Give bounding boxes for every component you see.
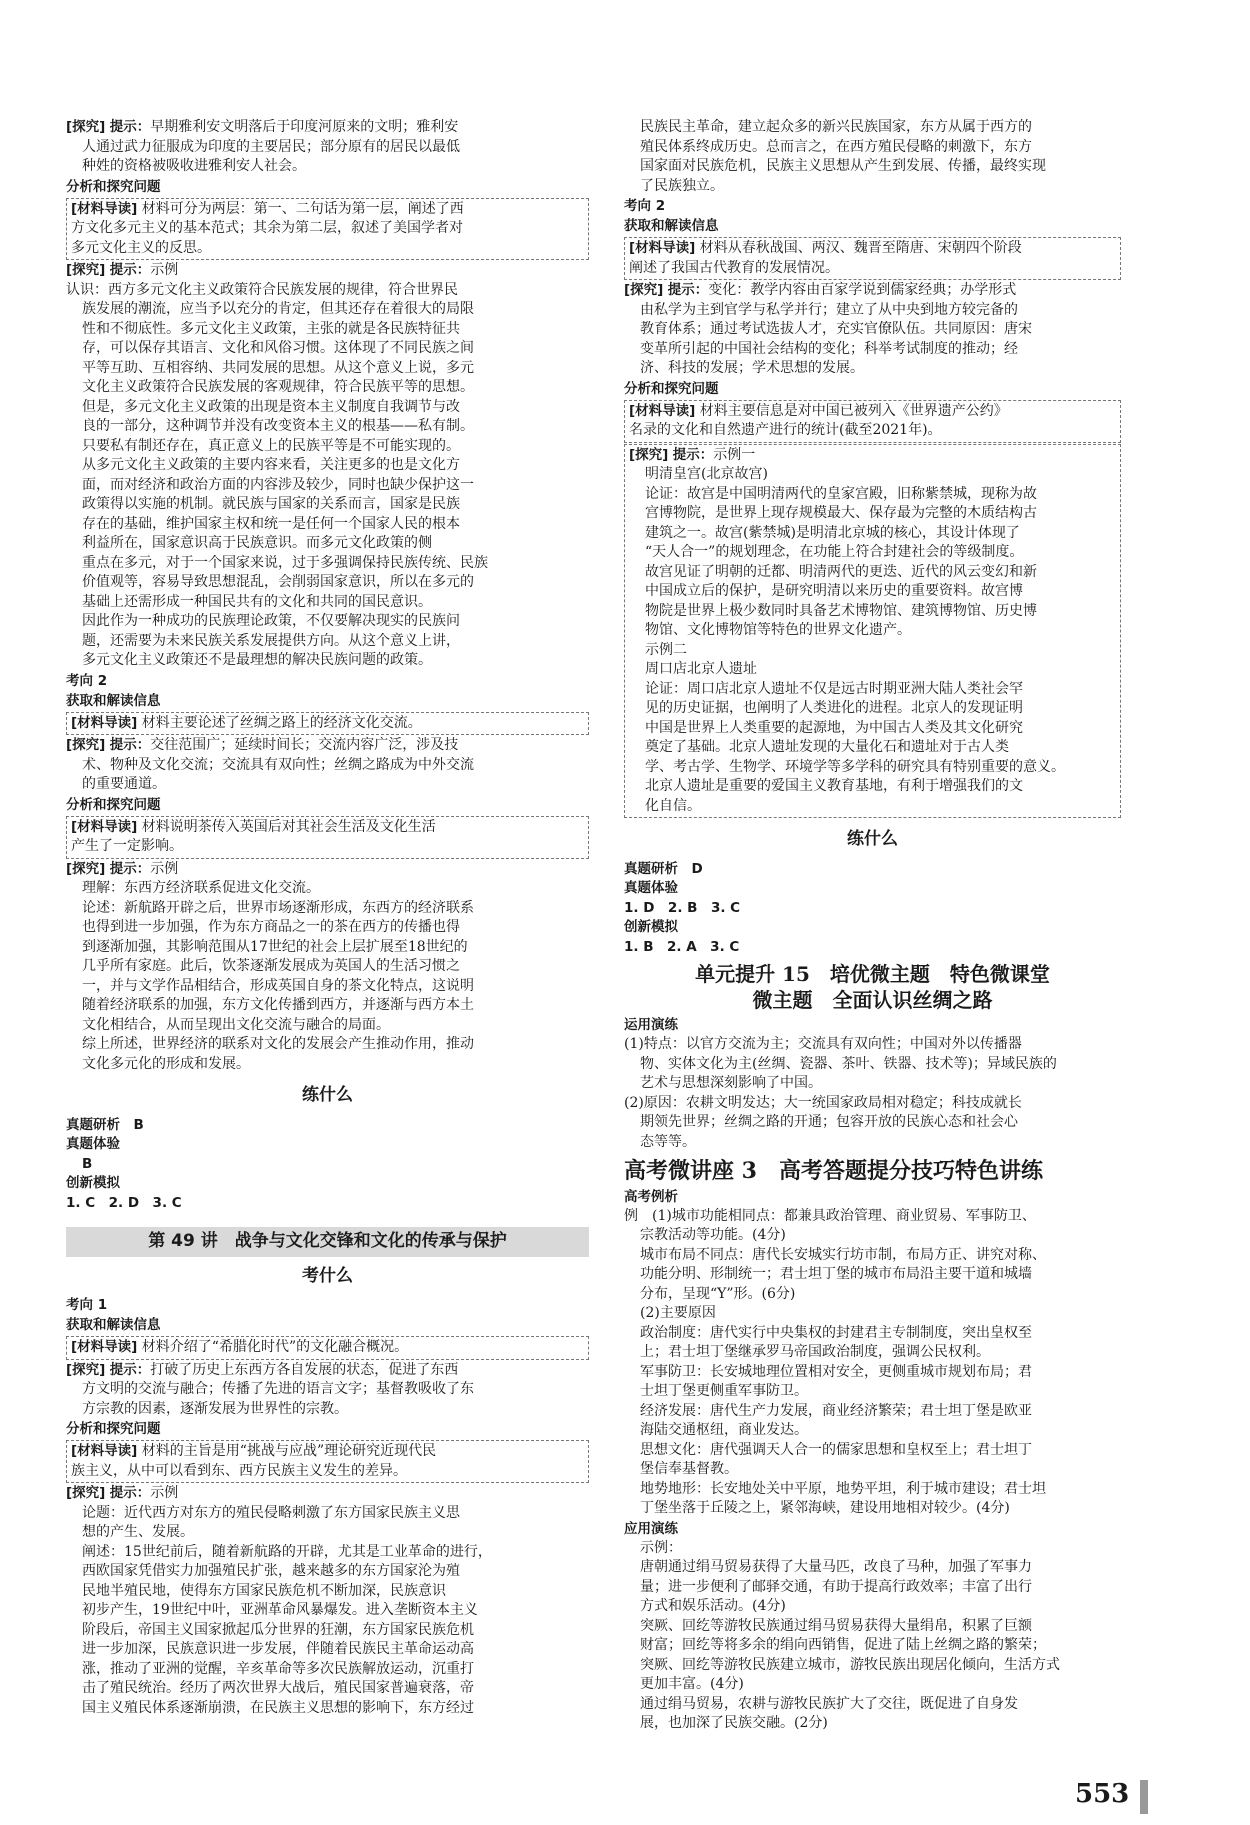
text-line: 材料介绍了“希腊化时代”的文化融合概况。	[141, 1339, 409, 1355]
text-line: 物院是世界上极少数同时具备艺术博物馆、建筑博物馆、历史博	[645, 602, 1037, 619]
text-line: 论证：周口店北京人遗址不仅是远古时期亚洲大陆人类社会罕	[645, 680, 1023, 697]
text-line: 论述：新航路开辟之后，世界市场逐渐形成，东西方的经济联系	[82, 899, 474, 916]
text-line: 示例二	[645, 641, 687, 658]
text-line: 了民族独立。	[640, 177, 724, 194]
text-line: 期领先世界；丝绸之路的开通；包容开放的民族心态和社会心	[640, 1114, 1018, 1130]
text-line: 财富；回纥等将多余的绢向西销售，促进了陆上丝绸之路的繁荣；	[640, 1637, 1046, 1653]
text-line: 面，而对经济和政治方面的内容涉及较少，同时也缺少保护这一	[82, 476, 474, 493]
text-line: 示例	[150, 1485, 179, 1501]
text-line: 题，还需要为未来民族关系发展提供方向。从这个意义上讲，	[82, 632, 460, 649]
text-line: 几乎所有家庭。此后，饮茶逐渐发展成为英国人的生活习惯之	[82, 958, 460, 974]
answers	[66, 1116, 589, 1214]
section-heading: 分析和探究问题	[66, 1421, 161, 1437]
text-line: 突厥、回纥等游牧民族建立城市，游牧民族出现居化倾向，生活方式	[640, 1656, 1060, 1673]
text-line: 民族民主革命，建立起众多的新兴民族国家，东方从属于西方的	[640, 119, 1032, 135]
section-heading: 高考例析	[624, 1188, 678, 1205]
text-line: 文化相结合，从而呈现出文化交流与融合的局面。	[82, 1016, 390, 1033]
material-box	[66, 198, 589, 261]
block-tag: [材料导读]	[71, 200, 138, 217]
practice-text	[624, 1035, 1121, 1152]
text-line: 术、物种及文化交流；交流具有双向性；丝绸之路成为中外交流	[82, 756, 474, 773]
text-line: 量；进一步便利了邮驿交通，有助于提高行政效率；丰富了出行	[640, 1578, 1032, 1595]
block-tag: [探究]	[624, 282, 664, 298]
text-line: (2)主要原因	[640, 1305, 716, 1321]
block-tag: [探究]	[66, 262, 106, 278]
text-line: 唐朝通过绢马贸易获得了大量马匹，改良了马种，加强了军事力	[640, 1559, 1032, 1575]
block-tag: [材料导读]	[71, 1339, 138, 1355]
text-line: 族发展的潮流，应当予以充分的肯定，但其还存在着很大的局限	[82, 301, 474, 317]
text-line: 良的一部分，这种调节并没有改变资本主义的根基——私有制。	[82, 418, 474, 434]
text-line: 名录的文化和自然遗产进行的统计(截至2021年)。	[629, 422, 942, 438]
text-line: 宫博物院，是世界上现存规模最大、保存最为完整的木质结构古	[645, 505, 1037, 521]
text-line: 功能分明、形制统一；君士坦丁堡的城市布局沿主要干道和城墙	[640, 1266, 1032, 1282]
text-line: 学、考古学、生物学、环境学等多学科的研究具有特别重要的意义。	[645, 758, 1065, 775]
text-line: 周口店北京人遗址	[645, 661, 757, 677]
text-line: “天人合一”的规划理念，在功能上符合封建社会的等级制度。	[645, 544, 1024, 560]
section-heading: 获取和解读信息	[66, 1317, 161, 1333]
text-line: 更加丰富。(4分)	[640, 1676, 744, 1692]
hint-label: 提示：	[667, 282, 709, 298]
answer-line: 1. C 2. D 3. C	[66, 1194, 182, 1211]
text-line: 济、科技的发展；学术思想的发展。	[640, 360, 864, 376]
text-line: 奠定了基础。北京人遗址发现的大量化石和遗址对于古人类	[645, 739, 1009, 755]
block-tag: [探究]	[66, 860, 106, 877]
text-line: 利益所在，国家意识高于民族意识。而多元文化政策的侧	[82, 535, 432, 551]
section-heading: 运用演练	[624, 1017, 678, 1033]
text-line: 价值观等，容易导致思想混乱，会削弱国家意识，所以在多元的	[82, 574, 474, 590]
text-line: 存在的基础，维护国家主权和统一是任何一个国家人民的根本	[82, 515, 460, 532]
text-line: 早期雅利安文明落后于印度河原来的文明；雅利安	[150, 119, 459, 135]
lecture-banner: 第 49 讲 战争与文化交锋和文化的传承与保护	[66, 1227, 589, 1257]
text-line: 方宗教的因素，逐渐发展为世界性的宗教。	[82, 1400, 348, 1417]
text-line: 士坦丁堡更侧重军事防卫。	[640, 1383, 808, 1399]
text-line: 进一步加深，民族意识进一步发展，伴随着民族民主革命运动高	[82, 1641, 474, 1657]
text-line: 阶段后，帝国主义国家掀起瓜分世界的狂潮，东方国家民族危机	[82, 1621, 474, 1638]
text-line: 经济发展：唐代生产力发展，商业经济繁荣；君士坦丁堡是欧亚	[640, 1402, 1032, 1419]
text-line: 论证：故宫是中国明清两代的皇家宫殿，旧称紫禁城，现称为故	[645, 485, 1037, 502]
block-tag: [探究]	[629, 446, 669, 463]
answer-line: 真题体验	[66, 1136, 120, 1152]
section-heading: 获取和解读信息	[66, 692, 161, 709]
section-heading: 考向 1	[66, 1297, 108, 1313]
section-title: 练什么	[302, 1085, 353, 1105]
section-heading: 获取和解读信息	[624, 218, 719, 234]
text-line: (1)特点：以官方交流为主；交流具有双向性；中国对外以传播器	[624, 1036, 1022, 1052]
text-line: 阐述了我国古代教育的发展情况。	[629, 259, 839, 276]
block-tag: [材料导读]	[71, 714, 138, 731]
section-heading: 应用演练	[624, 1520, 678, 1537]
text-line: 打破了历史上东西方各自发展的状态，促进了东西	[150, 1361, 459, 1378]
text-line: 物、实体文化为主(丝绸、瓷器、茶叶、铁器、技术等)；异域民族的	[640, 1055, 1057, 1072]
right-column	[624, 118, 1121, 1734]
topic-heading: 微主题 全面认识丝绸之路	[752, 987, 993, 1012]
hint-label: 提示：	[109, 1485, 151, 1501]
hint-label: 提示：	[109, 737, 151, 753]
text-line: 国家面对民族危机，民族主义思想从产生到发展、传播，最终实现	[640, 158, 1046, 174]
text-line: 分布，呈现“Y”形。(6分)	[640, 1285, 796, 1302]
text-line: 见的历史证据，也阐明了人类进化的进程。北京人的发现证明	[645, 700, 1023, 716]
text-line: 示例	[150, 860, 179, 877]
section-title: 练什么	[847, 829, 898, 849]
text-line: 人通过武力征服成为印度的主要居民；部分原有的居民以最低	[82, 138, 460, 155]
text-line: 击了殖民统治。经历了两次世界大战后，殖民国家普遍衰落，帝	[82, 1680, 474, 1696]
text-line: 产生了一定影响。	[71, 838, 183, 854]
text-line: 从多元文化主义政策的主要内容来看，关注更多的也是文化方	[82, 457, 460, 473]
text-line: 随着经济联系的加强，东方文化传播到西方，并逐渐与西方本土	[82, 997, 474, 1013]
text-line: 地势地形：长安地处关中平原，地势平坦，利于城市建设；君士坦	[640, 1480, 1046, 1497]
tanjiu-block	[624, 281, 1121, 379]
text-line: 方文明的交流与融合；传播了先进的语言文字；基督教吸收了东	[82, 1381, 474, 1397]
text-line: 变革所引起的中国社会结构的变化；科举考试制度的推动；经	[640, 340, 1018, 357]
text-line: 方式和娱乐活动。(4分)	[640, 1598, 786, 1614]
text-line: 材料说明茶传入英国后对其社会生活及文化生活	[141, 818, 436, 835]
text-line: 政治制度：唐代实行中央集权的封建君主专制制度，突出皇权至	[640, 1324, 1032, 1341]
section-heading: 分析和探究问题	[66, 796, 161, 813]
material-box	[66, 712, 589, 736]
text-line: 多元文化主义政策还不是最理想的解决民族问题的政策。	[82, 652, 432, 668]
text-line: 例 (1)城市功能相同点：都兼具政治管理、商业贸易、军事防卫、	[624, 1207, 1036, 1224]
answer-line: 真题研析 D	[624, 860, 703, 877]
material-box	[66, 1440, 589, 1483]
text-line: 平等互助、互相容纳、共同发展的思想。从这个意义上说，多元	[82, 359, 474, 376]
text-line: 方文化多元主义的基本范式；其余为第二层，叙述了美国学者对	[71, 220, 463, 236]
answer-line: 1. B 2. A 3. C	[624, 938, 740, 955]
text-line: 变化：教学内容由百家学说到儒家经典；办学形式	[708, 282, 1017, 298]
text-line: 思想文化：唐代强调天人合一的儒家思想和皇权至上；君士坦丁	[640, 1441, 1032, 1458]
text-line: 多元文化主义的反思。	[71, 239, 211, 256]
text-line: 但是，多元文化主义政策的出现是资本主义制度自我调节与改	[82, 398, 460, 415]
text-line: 明清皇宫(北京故宫)	[645, 466, 768, 482]
text-line: 故宫见证了明朝的迁都、明清两代的更迭、近代的风云变幻和新	[645, 563, 1037, 580]
text-line: 由私学为主到官学与私学并行；建立了从中央到地方较完备的	[640, 301, 1018, 318]
material-box	[66, 1336, 589, 1360]
text-line: 族主义，从中可以看到东、西方民族主义发生的差异。	[71, 1462, 407, 1479]
text-line: 论题：近代西方对东方的殖民侵略刺激了东方国家民族主义思	[82, 1504, 460, 1521]
text-line: 交往范围广；延续时间长；交流内容广泛，涉及技	[150, 737, 459, 753]
text-line: 材料的主旨是用“挑战与应战”理论研究近现代民	[141, 1443, 437, 1459]
text-line: 综上所述，世界经济的联系对文化的发展会产生推动作用，推动	[82, 1036, 474, 1052]
text-line: 军事防卫：长安城地理位置相对安全，更侧重城市规划布局；君	[640, 1363, 1032, 1380]
text-line: 展，也加深了民族交融。(2分)	[640, 1715, 828, 1731]
text-line: 丁堡坐落于丘陵之上，紧邻海峡，建设用地相对较少。(4分)	[640, 1500, 1010, 1516]
continued-text	[624, 118, 1121, 196]
answer-line: 1. D 2. B 3. C	[624, 899, 741, 916]
tanjiu-block	[66, 860, 589, 1075]
text-line: 也得到进一步加强，作为东方商品之一的茶在西方的传播也得	[82, 919, 460, 935]
application-text	[624, 1539, 1121, 1734]
section-heading: 分析和探究问题	[624, 380, 719, 397]
text-line: 中国是世界上人类重要的起源地，为中国古人类及其文化研究	[645, 719, 1023, 736]
text-line: 建筑之一。故宫(紫禁城)是明清北京城的核心，其设计体现了	[645, 524, 1020, 541]
text-line: 一，并与文学作品相结合，形成英国自身的茶文化特点，这说明	[82, 977, 474, 994]
block-tag: [材料导读]	[71, 818, 138, 835]
block-tag: [材料导读]	[629, 240, 696, 256]
tanjiu-block	[66, 736, 589, 795]
text-line: 基础上还需形成一种国民共有的文化和共同的国民意识。	[82, 593, 432, 610]
example-text	[624, 1207, 1121, 1519]
page-number: 553	[1075, 1779, 1130, 1809]
text-line: 北京人遗址是重要的爱国主义教育基地，有利于增强我们的文	[645, 778, 1023, 794]
material-box	[66, 816, 589, 859]
text-line: 材料可分为两层：第一、二句话为第一层，阐述了西	[141, 200, 464, 217]
text-line: 种姓的资格被吸收进雅利安人社会。	[82, 158, 306, 174]
hint-label: 提示：	[672, 446, 714, 463]
hint-label: 提示：	[109, 860, 151, 877]
text-line: 示例一	[713, 446, 756, 463]
text-line: (2)原因：农耕文明发达；大一统国家政局相对稳定；科技成就长	[624, 1094, 1022, 1111]
answer-line: B	[82, 1155, 93, 1172]
text-line: 重点在多元，对于一个国家来说，过于多强调保持民族传统、民族	[82, 554, 488, 571]
text-line: 堡信奉基督教。	[640, 1461, 738, 1477]
hint-label: 提示：	[109, 119, 151, 135]
text-line: 只要私有制还存在，真正意义上的民族平等是不可能实现的。	[82, 437, 460, 454]
text-line: 到逐渐加强，其影响范围从17世纪的社会上层扩展至18世纪的	[82, 938, 468, 955]
text-line: 示例：	[640, 1539, 682, 1556]
block-tag: [材料导读]	[71, 1443, 138, 1459]
block-tag: [探究]	[66, 119, 106, 135]
text-line: 西欧国家凭借实力加强殖民扩张，越来越多的东方国家沦为殖	[82, 1563, 460, 1579]
text-line: 因此作为一种成功的民族理论政策，不仅要解决现实的民族问	[82, 613, 460, 629]
answer-line: 真题研析 B	[66, 1116, 144, 1133]
left-column	[66, 118, 589, 1718]
text-line: 民地半殖民地，使得东方国家民族危机不断加深，民族意识	[82, 1582, 446, 1599]
text-line: 材料从春秋战国、两汉、魏晋至隋唐、宋朝四个阶段	[699, 240, 1022, 256]
text-line: 想的产生、发展。	[82, 1524, 194, 1540]
tanjiu-block	[66, 1484, 589, 1718]
answer-line: 创新模拟	[624, 919, 678, 935]
text-line: 文化多元化的形成和发展。	[82, 1055, 250, 1072]
hint-label: 提示：	[109, 262, 151, 278]
answers	[624, 860, 1121, 958]
block-tag: [探究]	[66, 1485, 106, 1501]
text-line: 的重要通道。	[82, 776, 166, 792]
text-line: 通过绢马贸易，农耕与游牧民族扩大了交往，既促进了自身发	[640, 1695, 1018, 1712]
text-line: 理解：东西方经济联系促进文化交流。	[82, 880, 320, 896]
text-line: 存，可以保存其语言、文化和风俗习惯。这体现了不同民族之间	[82, 340, 474, 356]
text-line: 阐述：15世纪前后，随着新航路的开辟，尤其是工业革命的进行，	[82, 1543, 492, 1560]
text-line: 涨，推动了亚洲的觉醒，辛亥革命等多次民族解放运动，沉重打	[82, 1660, 474, 1677]
text-line: 宗教活动等功能。(4分)	[640, 1227, 786, 1243]
text-line: 教育体系；通过考试选拔人才，充实官僚队伍。共同原因：唐宋	[640, 321, 1032, 337]
block-tag: [探究]	[66, 1361, 106, 1378]
hint-label: 提示：	[109, 1361, 151, 1378]
tanjiu-block	[66, 261, 589, 671]
text-line: 上；君士坦丁堡继承罗马帝国政治制度，强调公民权利。	[640, 1344, 990, 1360]
text-line: 政策得以实施的机制。就民族与国家的关系而言，国家是民族	[82, 496, 460, 512]
text-line: 物馆、文化博物馆等特色的世界文化遗产。	[645, 622, 911, 638]
text-line: 性和不彻底性。多元文化主义政策，主张的就是各民族特征共	[82, 320, 460, 337]
tanjiu-block	[66, 1361, 589, 1420]
material-box	[624, 400, 1121, 443]
lecture-heading: 高考微讲座 3 高考答题提分技巧特色讲练	[624, 1158, 1043, 1184]
material-box	[624, 237, 1121, 280]
section-title: 考什么	[302, 1265, 353, 1286]
text-line: 艺术与思想深刻影响了中国。	[640, 1075, 822, 1091]
tanjiu-box	[624, 444, 1121, 819]
unit-heading: 单元提升 15 培优微主题 特色微课堂	[695, 962, 1050, 986]
text-line: 殖民体系终成历史。总而言之，在西方殖民侵略的刺激下，东方	[640, 138, 1032, 155]
text-line: 材料主要论述了丝绸之路上的经济文化交流。	[141, 714, 422, 731]
text-line: 中国成立后的保护，是研究明清以来历史的重要资料。故宫博	[645, 583, 1023, 599]
answer-line: 真题体验	[624, 880, 678, 896]
section-heading: 考向 2	[66, 672, 108, 689]
text-line: 认识：西方多元文化主义政策符合民族发展的规律，符合世界民	[66, 281, 458, 298]
block-tag: [探究]	[66, 737, 106, 753]
tanjiu-block	[66, 118, 589, 177]
text-line: 文化主义政策符合民族发展的客观规律，符合民族平等的思想。	[82, 379, 474, 395]
text-line: 海陆交通枢纽，商业发达。	[640, 1422, 808, 1438]
text-line: 国主义殖民体系逐渐崩溃，在民族主义思想的影响下，东方经过	[82, 1699, 474, 1716]
text-line: 城市布局不同点：唐代长安城实行坊市制，布局方正、讲究对称、	[640, 1246, 1046, 1263]
section-heading: 考向 2	[624, 198, 666, 214]
text-line: 示例	[150, 262, 179, 278]
answer-line: 创新模拟	[66, 1175, 120, 1191]
text-line: 化自信。	[645, 797, 701, 814]
block-tag: [材料导读]	[629, 402, 696, 419]
text-line: 材料主要信息是对中国已被列入《世界遗产公约》	[699, 402, 1008, 419]
text-line: 突厥、回纥等游牧民族通过绢马贸易获得大量绢帛，积累了巨额	[640, 1617, 1032, 1634]
section-heading: 分析和探究问题	[66, 178, 161, 195]
text-line: 初步产生，19世纪中叶，亚洲革命风暴爆发。进入垄断资本主义	[82, 1602, 478, 1618]
page-edge-bar	[1140, 1780, 1148, 1814]
text-line: 态等等。	[640, 1133, 696, 1150]
